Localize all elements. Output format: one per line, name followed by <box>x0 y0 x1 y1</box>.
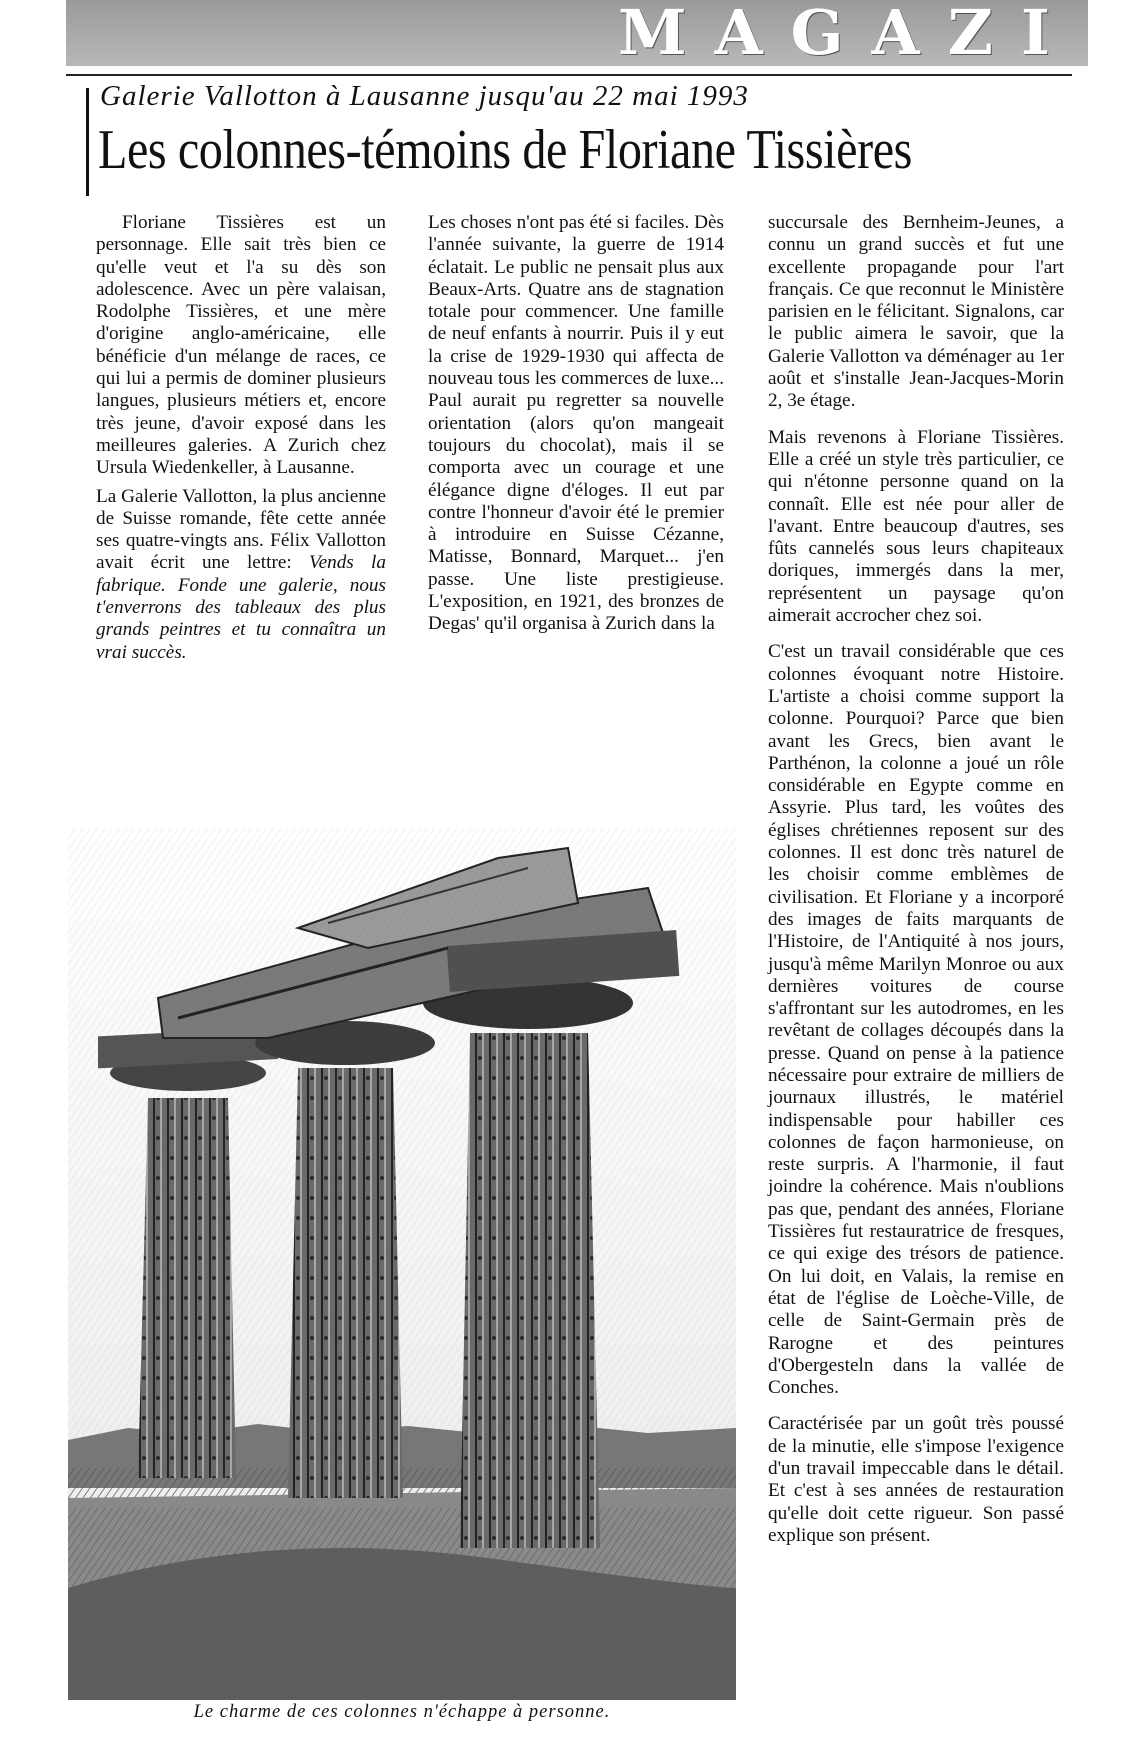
top-rule <box>66 74 1072 76</box>
paragraph: C'est un travail considérable que ces colonnes évoquant notre Histoire. L'artiste a choisi comme support la colonne. Pourquoi? Parce que bien avant les Grecs, bien avant le Parthénon, la colonne a joué un rôle considérable en Egypte comme en Assyrie. Plus tard, les voûtes des églises chrétiennes reposent sur des colonnes. Il est donc très naturel de les choisir comme emblèmes de civilisation. Et Floriane y a incorporé des images de faits marquants de l'Histoire, de l'Antiquité à nos jours, jusqu'à même Marilyn Monroe ou aux dernières voitures de course s'affrontant sur les autodromes, en les revêtant de collages découpés dans la presse. Quand on pense à la patience nécessaire pour extraire de milliers de journaux illustrés, le matériel indispensable pour habiller ces colonnes de façon harmonieuse, on reste surpris. A l'harmonie, il faut joindre la cohérence. Mais n'oublions pas que, pendant des années, Floriane Tissières fut restauratrice de fresques, ce qui exige des trésors de patience. On lui doit, en Valais, la remise en état de l'église de Loèche-Ville, de celle de Saint-Germain près de Rarogne et des peintures d'Obergesteln dans la vallée de Conches. <box>768 641 1064 1399</box>
quoted-letter: Vends la fabrique. Fonde une galerie, nous t'enverrons des tableaux des plus grands peintres et tu connaîtra un vrai succès. <box>96 552 386 663</box>
article-column-2 <box>428 212 724 642</box>
section-banner-text: MAGAZI <box>617 0 1078 66</box>
columns-illustration <box>68 828 736 1700</box>
paragraph: Caractérisée par un goût très poussé de la minutie, elle s'impose l'exigence d'un travail impeccable dans le détail. Et c'est à ses années de restauration qu'elle doit cette rigueur. Son passé explique son présent. <box>768 1413 1064 1546</box>
paragraph-text: La Galerie Vallotton, la plus ancienne de Suisse romande, fête cette année ses quatre-vingts ans. Félix Vallotton avait écrit une lettre: <box>96 485 386 574</box>
section-banner <box>66 0 1088 66</box>
article-column-3 <box>768 212 1064 1553</box>
article-column-1 <box>96 212 386 670</box>
headline: Les colonnes-témoins de Floriane Tissières <box>98 119 912 181</box>
image-caption: Le charme de ces colonnes n'échappe à personne. <box>193 1702 611 1722</box>
paragraph: Floriane Tissières est un personnage. Elle sait très bien ce qu'elle veut et l'a su dès son adolescence. Avec un père valaisan, Rodolphe Tissières, et une mère d'origine anglo-américaine, elle bénéficie d'un mélange de races, ce qui lui a permis de dominer plusieurs langues, plusieurs métiers et, encore très jeune, d'avoir exposé dans les meilleures galeries. A Zurich chez Ursula Wiedenkeller, à Lausanne. <box>96 212 386 479</box>
paragraph: Mais revenons à Floriane Tissières. Elle a créé un style très particulier, ce qui n'étonne personne quand on la connaît. Elle est née pour aller de l'avant. Entre beaucoup d'autres, ses fûts cannelés sous leurs chapiteaux doriques, immergés dans la mer, représentent un paysage qu'on aimerait accrocher chez soi. <box>768 426 1064 627</box>
headline-side-rule <box>86 88 89 196</box>
paragraph <box>96 486 386 664</box>
kicker: Galerie Vallotton à Lausanne jusqu'au 22 mai 1993 <box>100 80 749 112</box>
paragraph: Les choses n'ont pas été si faciles. Dès l'année suivante, la guerre de 1914 éclatait. Le public ne pensait plus aux Beaux-Arts. Quatre ans de stagnation totale pour commencer. Une famille de neuf enfants à nourrir. Puis il y eut la crise de 1929-1930 qui affecta de nouveau tous les commerces de luxe... Paul aurait pu regretter sa nouvelle orientation (alors qu'on mangeait toujours du chocolat), mais il se comporta avec un courage et une élégance digne d'éloges. Il eut par contre l'honneur d'avoir été le premier à introduire en Suisse Cézanne, Matisse, Bonnard, Marquet... j'en passe. Une liste prestigieuse. L'exposition, en 1921, des bronzes de Degas' qu'il organisa à Zurich dans la <box>428 212 724 635</box>
paragraph: succursale des Bernheim-Jeunes, a connu un grand succès et fut une excellente propagande pour l'art français. Ce que reconnut le Ministère parisien en le félicitant. Signalons, car le public aimera le savoir, que la Galerie Vallotton va déménager au 1er août et s'installe Jean-Jacques-Morin 2, 3e étage. <box>768 212 1064 412</box>
